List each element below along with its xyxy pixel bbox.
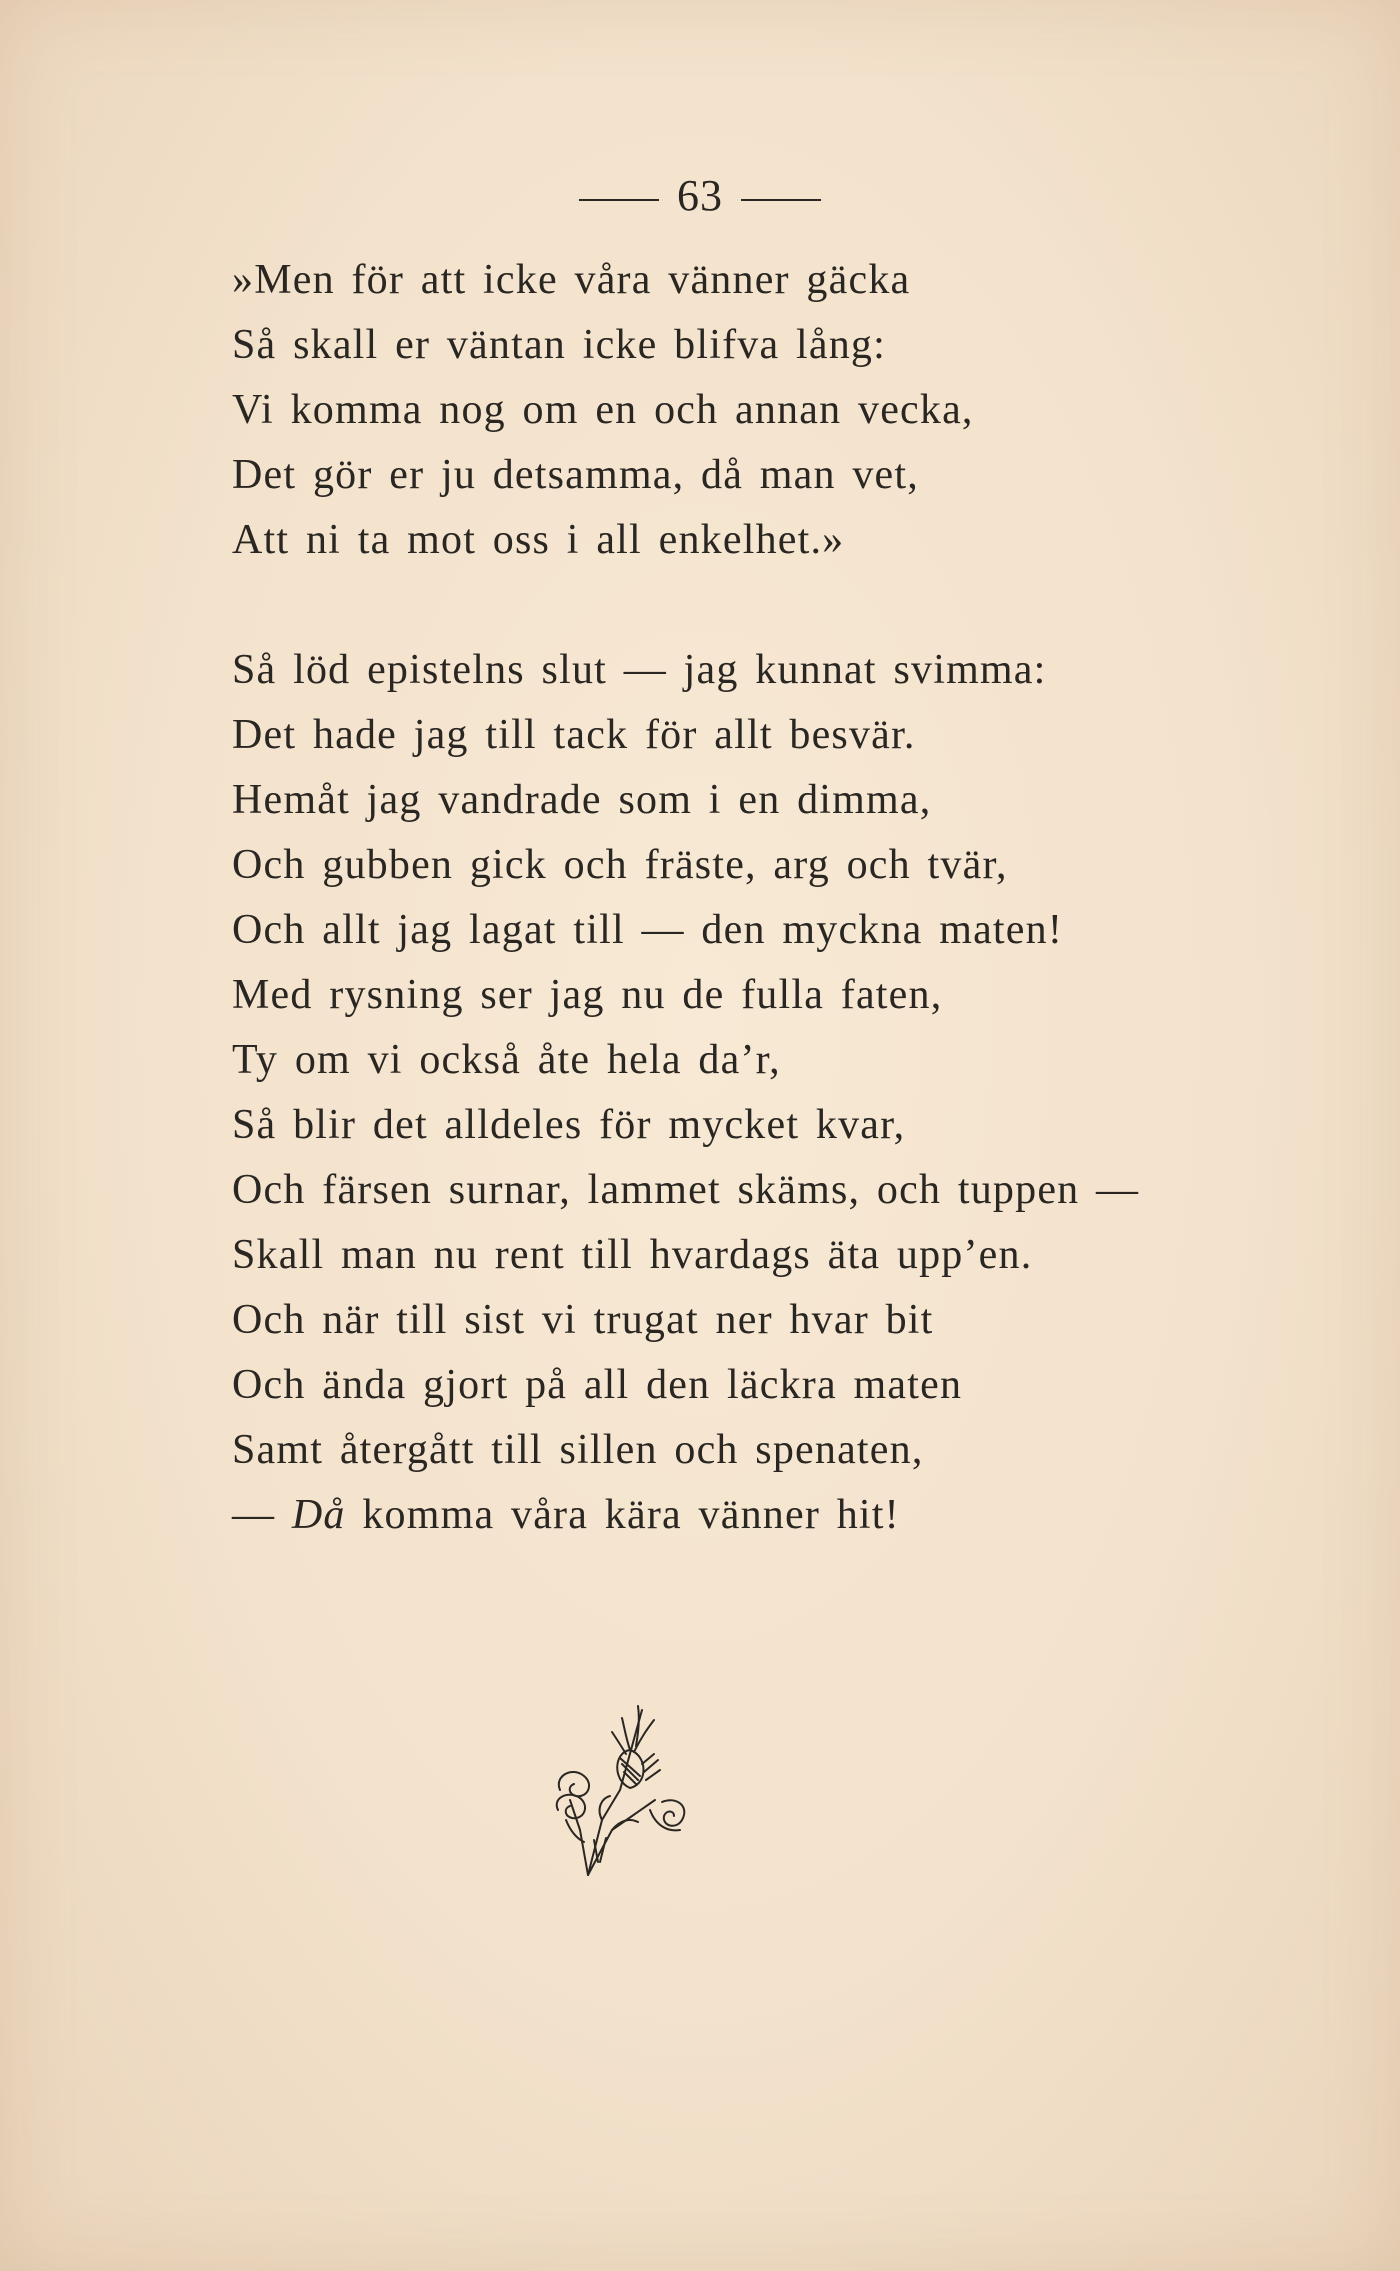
stanza <box>232 638 1232 1548</box>
poem-line: Skall man nu rent till hvardags äta upp’en. <box>232 1232 1033 1278</box>
page-header <box>0 170 1400 221</box>
stanza <box>232 248 1232 573</box>
header-dash-left <box>579 199 659 201</box>
poem-line: Så skall er väntan icke blifva lång: <box>232 322 887 368</box>
poem-line: »Men för att icke våra vänner gäcka <box>232 257 911 303</box>
final-line-prefix: — <box>232 1492 292 1538</box>
poem-line: Och allt jag lagat till — den myckna maten! <box>232 907 1064 953</box>
poem-line: Och gubben gick och fräste, arg och tvär, <box>232 842 1008 888</box>
poem-final-line <box>232 1483 1232 1548</box>
poem-line: Det hade jag till tack för allt besvär. <box>232 712 916 758</box>
header-dash-right <box>741 199 821 201</box>
poem-line: Och färsen surnar, lammet skäms, och tuppen — <box>232 1167 1140 1213</box>
poem-line: Att ni ta mot oss i all enkelhet.» <box>232 517 845 563</box>
poem-line: Hemåt jag vandrade som i en dimma, <box>232 777 932 823</box>
floral-vignette-icon <box>550 1680 700 1880</box>
poem-line: Samt återgått till sillen och spenaten, <box>232 1427 924 1473</box>
poem-body <box>232 248 1232 1548</box>
poem-line: Så löd epistelns slut — jag kunnat svimma: <box>232 647 1047 693</box>
poem-line: Så blir det alldeles för mycket kvar, <box>232 1102 906 1148</box>
page-number: 63 <box>677 171 723 220</box>
final-line-rest: komma våra kära vänner hit! <box>345 1492 900 1538</box>
poem-line: Och när till sist vi trugat ner hvar bit <box>232 1297 934 1343</box>
poem-line: Det gör er ju detsamma, då man vet, <box>232 452 919 498</box>
poem-line: Vi komma nog om en och annan vecka, <box>232 387 974 433</box>
poem-line: Och ända gjort på all den läckra maten <box>232 1362 963 1408</box>
final-line-italic: Då <box>291 1492 346 1538</box>
poem-line: Med rysning ser jag nu de fulla faten, <box>232 972 943 1018</box>
poem-line: Ty om vi också åte hela da’r, <box>232 1037 781 1083</box>
